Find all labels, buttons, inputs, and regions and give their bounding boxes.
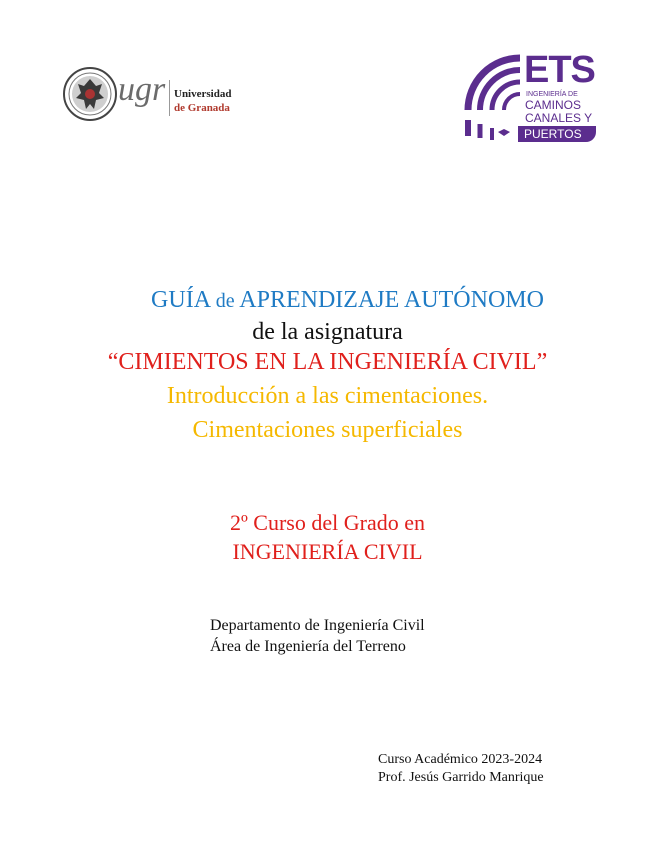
subject-intro: de la asignatura [252, 319, 403, 345]
title-word-guia: GUÍA [151, 287, 210, 313]
guide-title [0, 286, 655, 315]
ets-logo [460, 50, 600, 150]
professor-name: Prof. Jesús Garrido Manrique [378, 770, 544, 785]
ugr-line-universidad: Universidad [174, 88, 232, 100]
ets-line-puertos: PUERTOS [524, 127, 582, 141]
ugr-seal-icon [62, 66, 118, 122]
title-word-de: de [215, 290, 235, 312]
academic-year: Curso Académico 2023-2024 [378, 752, 543, 767]
ugr-line-granada: de Granada [174, 102, 230, 114]
ugr-wordmark: ugr [118, 71, 166, 108]
area-name: Área de Ingeniería del Terreno [210, 638, 406, 655]
ets-line-caminos: CAMINOS [525, 98, 582, 112]
ets-wordmark: ETS [524, 49, 595, 91]
topic-line-1: Introducción a las cimentaciones. [166, 383, 489, 409]
course-line-2: INGENIERÍA CIVIL [232, 539, 423, 564]
ets-line-canales: CANALES Y [525, 111, 593, 125]
subject-name: “CIMIENTOS EN LA INGENIERÍA CIVIL” [107, 349, 548, 375]
course-line-1: 2º Curso del Grado en [229, 510, 425, 535]
ets-line-ingenieria: INGENIERÍA DE [526, 91, 578, 98]
topic-line-2: Cimentaciones superficiales [192, 417, 463, 443]
department-name: Departamento de Ingeniería Civil [210, 617, 425, 634]
ugr-logo [62, 66, 252, 124]
ugr-divider [169, 80, 170, 116]
title-word-aprendizaje: APRENDIZAJE AUTÓNOMO [239, 287, 544, 313]
ets-puertos-band [518, 126, 596, 142]
